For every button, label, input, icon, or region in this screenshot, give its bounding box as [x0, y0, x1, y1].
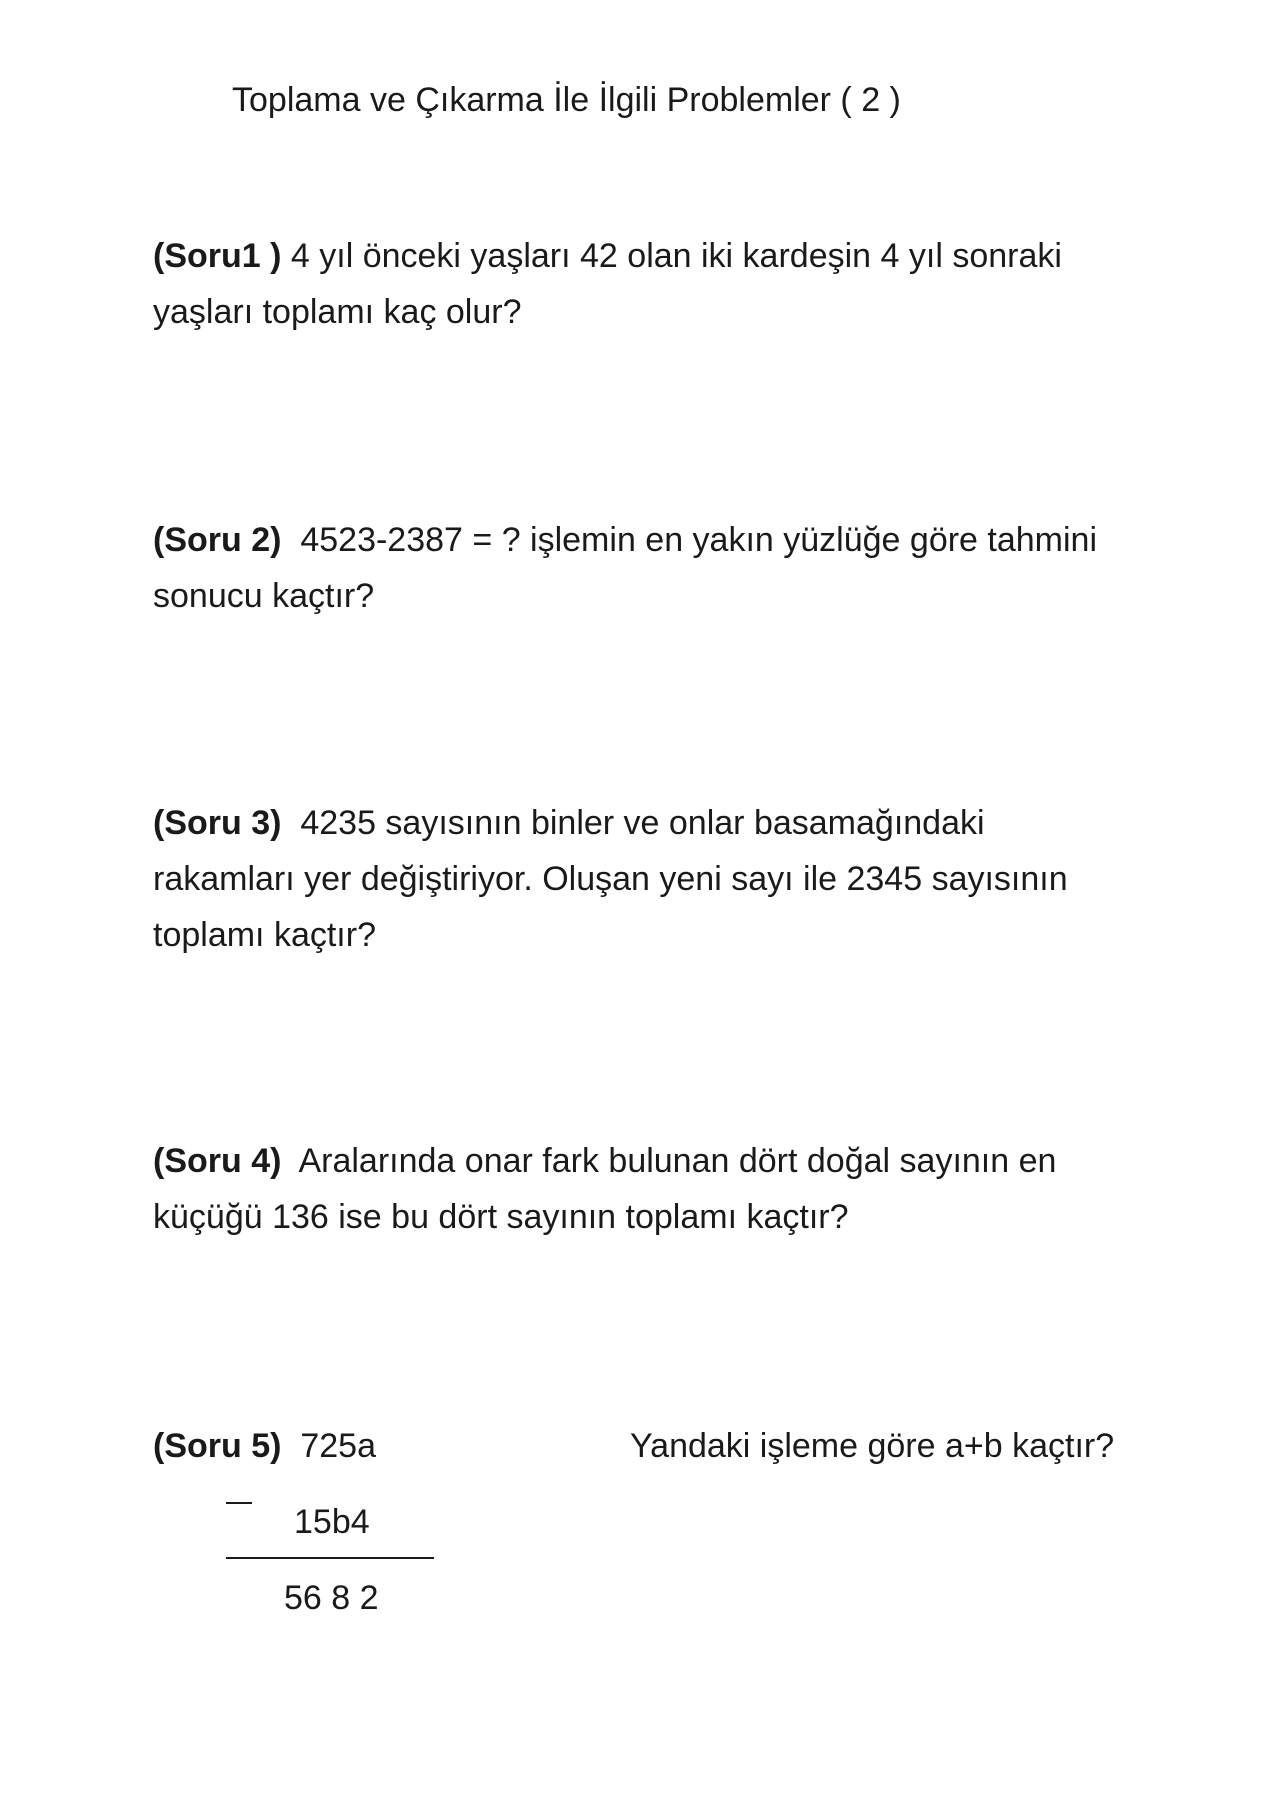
question-5-minuend: 725a [281, 1427, 376, 1465]
question-1 [153, 228, 1153, 340]
question-5-header [153, 1418, 376, 1474]
question-1-text-2: yaşları toplamı kaç olur? [153, 293, 522, 331]
question-2-label: (Soru 2) [153, 521, 282, 559]
question-2 [153, 512, 1153, 624]
question-4 [153, 1133, 1153, 1245]
question-1-label: (Soru1 ) [153, 237, 282, 275]
minus-sign [226, 1502, 252, 1504]
question-3-line-1 [153, 795, 1153, 851]
question-5-prompt: Yandaki işleme göre a+b kaçtır? [630, 1427, 1115, 1465]
question-4-text-1: Aralarında onar fark bulunan dört doğal sayının en [281, 1142, 1057, 1180]
question-3-text-2: rakamları yer değiştiriyor. Oluşan yeni sayı ile 2345 sayısının [153, 860, 1068, 898]
question-4-text-2: küçüğü 136 ise bu dört sayının toplamı kaçtır? [153, 1198, 849, 1236]
page-title: Toplama ve Çıkarma İle İlgili Problemler ( 2 ) [232, 81, 901, 119]
question-3-text-1: 4235 sayısının binler ve onlar basamağındaki [281, 804, 985, 842]
question-3-label: (Soru 3) [153, 804, 282, 842]
question-3 [153, 795, 1153, 963]
question-2-line-1 [153, 512, 1153, 568]
subtraction-rule-line [226, 1557, 434, 1559]
question-5-subtrahend: 15b4 [294, 1503, 370, 1541]
question-2-text-2: sonucu kaçtır? [153, 577, 375, 615]
question-3-text-3: toplamı kaçtır? [153, 916, 376, 954]
question-5-result: 56 8 2 [284, 1579, 379, 1617]
question-1-line-1 [153, 228, 1153, 284]
question-1-text-1: 4 yıl önceki yaşları 42 olan iki kardeşin 4 yıl sonraki [281, 237, 1062, 275]
question-4-line-1 [153, 1133, 1153, 1189]
question-5-label: (Soru 5) [153, 1427, 282, 1465]
question-2-text-1: 4523-2387 = ? işlemin en yakın yüzlüğe göre tahmini [281, 521, 1098, 559]
question-4-label: (Soru 4) [153, 1142, 282, 1180]
